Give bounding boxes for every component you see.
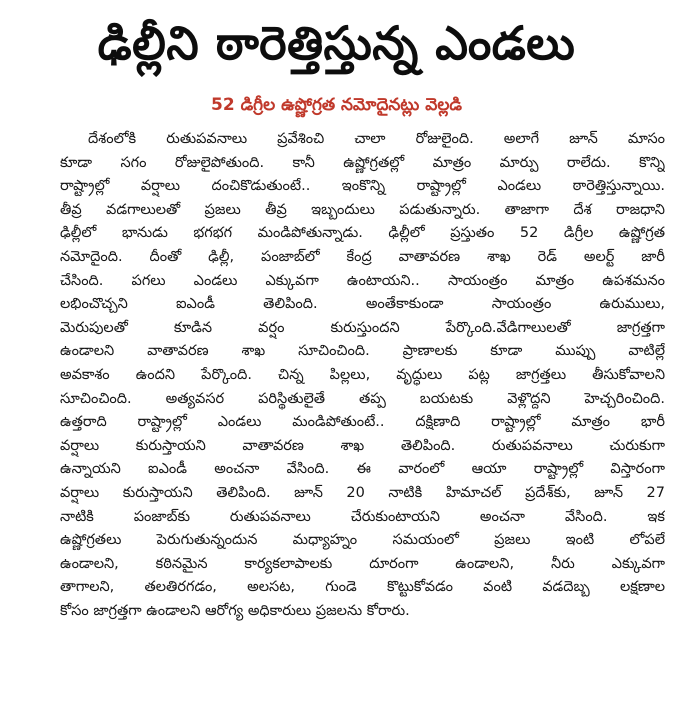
body-line: ఢిల్లీలో భానుడు భగభగ మండిపోతున్నాడు. ఢిల్లీలో ప్రస్తుతం 52 డిగ్రీల ఉష్ణోగ్రత [60,225,665,242]
body-line: లభించొచ్చని ఐఎండీ తెలిపింది. అంతేకాకుండా సాయంత్రం ఉరుములు, [60,296,665,313]
body-line: సూచించింది. అత్యవసర పరిస్థితులైతే తప్ప బయటకు వెళ్లొద్దని హెచ్చరించింది. [60,390,665,407]
subheadline: 52 డిగ్రీల ఉష్ణోగ్రత నమోదైనట్లు వెల్లడి [211,95,462,115]
headline: ఢిల్లీని ఠారెత్తిస్తున్న ఎండలు [97,16,576,70]
body-line: నమోదైంది. దీంతో ఢిల్లీ, పంజాబ్‌లో కేంద్ర వాతావరణ శాఖ రెడ్ అలర్ట్ జారీ [60,248,665,265]
body-line: ఉండాలని, కఠినమైన కార్యకలాపాలకు దూరంగా ఉండాలని, నీరు ఎక్కువగా [60,555,665,572]
article-body [60,128,665,623]
body-line: ఉత్తరాది రాష్ట్రాల్లో ఎండలు మండిపోతుంటే.. దక్షిణాది రాష్ట్రాల్లో మాత్రం భారీ [60,414,665,431]
body-line: తీవ్ర వడగాలులతో ప్రజలు తీవ్ర ఇబ్బందులు పడుతున్నారు. తాజాగా దేశ రాజధాని [60,201,665,218]
body-line: మెరుపులతో కూడిన వర్షం కురుస్తుందని పేర్కొంది.వేడిగాలులతో జాగ్రత్తగా [60,319,665,336]
body-line: చేసింది. పగలు ఎండలు ఎక్కువగా ఉంటాయని.. సాయంత్రం మాత్రం ఉపశమనం [60,272,665,289]
body-line: ఉండాలని వాతావరణ శాఖ సూచించింది. ప్రాణాలకు కూడా ముప్పు వాటిల్లే [60,343,665,360]
body-line: దేశంలోకి రుతుపవనాలు ప్రవేశించి చాలా రోజులైంది. అలాగే జూన్ మాసం [88,131,665,147]
body-line: నాటికి పంజాబ్‌కు రుతుపవనాలు చేరుకుంటాయని అంచనా వేసింది. ఇక [60,508,665,525]
body-line: అవకాశం ఉందని పేర్కొంది. చిన్న పిల్లలు, వృద్ధులు పట్ల జాగ్రత్తలు తీసుకోవాలని [60,366,665,383]
body-line: ఉష్ణోగ్రతలు పెరుగుతున్నందున మధ్యాహ్నం సమయంలో ప్రజలు ఇంటి లోపలే [60,532,665,549]
body-line: వర్షాలు కురుస్తాయని తెలిపింది. జూన్ 20 నాటికి హిమాచల్ ప్రదేశ్‌కు, జూన్ 27 [60,484,665,501]
body-line: కోసం జాగ్రత్తగా ఉండాలని ఆరోగ్య అధికారులు ప్రజలను కోరారు. [60,602,410,619]
body-line: ఉన్నాయని ఐఎండీ అంచనా వేసింది. ఈ వారంలో ఆయా రాష్ట్రాల్లో విస్తారంగా [60,461,665,478]
body-line: కూడా సగం రోజులైపోతుంది. కానీ ఉష్ణోగ్రతల్లో మాత్రం మార్పు రాలేదు. కొన్ని [60,154,665,171]
body-line: వర్షాలు కురుస్తాయని వాతావరణ శాఖ తెలిపింది. రుతుపవనాలు చురుకుగా [60,437,665,454]
body-line: రాష్ట్రాల్లో వర్షాలు దంచికొడుతుంటే.. ఇంకొన్ని రాష్ట్రాల్లో ఎండలు ఠారెత్తిస్తున్నాయి. [60,178,665,195]
body-line: తాగాలని, తలతిరగడం, అలసట, గుండె కొట్టుకోవడం వంటి వడదెబ్బ లక్షణాల [60,579,665,596]
